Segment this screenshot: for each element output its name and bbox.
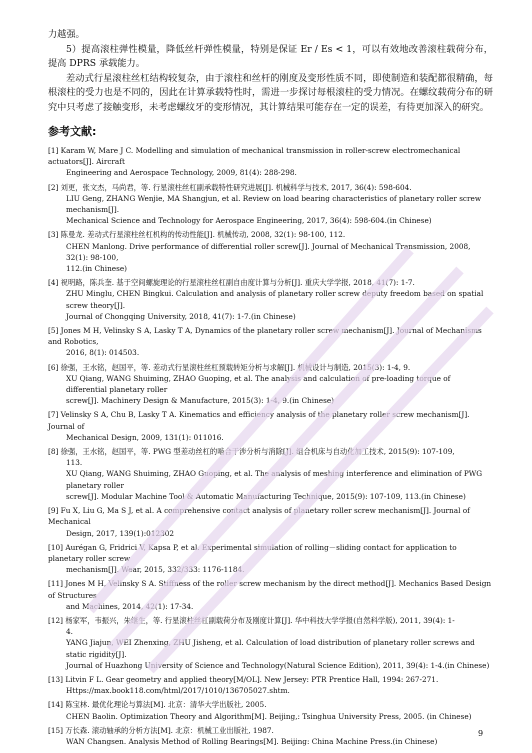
reference-12: [48, 615, 493, 671]
intro-text: [48, 28, 493, 115]
ref-line: 陈曼龙. 差动式行星滚柱丝杠机构的传动性能[J]. 机械传动, 2008, 32(1): 98-100, 112.: [60, 230, 346, 240]
ref-line: Engineering and Aerospace Technology, 2009, 81(4): 288-298.: [66, 168, 297, 178]
reference-9: [48, 505, 493, 539]
ref-line: 4.: [66, 627, 73, 637]
reference-7: [48, 409, 493, 443]
reference-13: [48, 674, 493, 696]
ref-line: 万长森. 滚动轴承的分析方法[M]. 北京：机械工业出版社, 1987.: [65, 725, 274, 735]
reference-1: [48, 145, 493, 179]
ref-line: Aurégan G, Fridrici V, Kapsa P, et al. Experimental simulation of rolling－sliding contact for application to planetary roller screw: [48, 542, 457, 563]
ref-line: 陈宝林. 最优化理论与算法[M]. 北京：清华大学出版社, 2005.: [65, 700, 267, 710]
reference-14: [48, 699, 493, 721]
ref-number: [11]: [48, 579, 63, 589]
ref-number: [4]: [48, 278, 59, 288]
ref-line: CHEN Manlong. Drive performance of differential roller screw[J]. Journal of Mechanical Transmission, 2008, 32(1): 98-100,: [66, 241, 471, 262]
intro-paragraph-2: 5）提高滚柱弹性模量，降低丝杆弹性模量，特别是保证 Er / Es < 1，可以有效地改善滚柱载荷分布，提高 DPRS 承载能力。: [48, 43, 493, 69]
ref-number: [15]: [48, 725, 63, 735]
ref-number: [8]: [48, 447, 59, 457]
reference-2: [48, 182, 493, 227]
ref-number: [13]: [48, 674, 63, 684]
ref-number: [12]: [48, 615, 63, 625]
ref-line: Mechanical Design, 2009, 131(1): 011016.: [66, 432, 224, 442]
ref-number: [10]: [48, 542, 63, 552]
ref-number: [6]: [48, 362, 59, 372]
ref-line: Fu X, Liu G, Ma S J, et al. A comprehensive contact analysis of planetary roller screw mechanism[J]. Journal of Mechanical: [48, 506, 470, 527]
reference-4: [48, 277, 493, 322]
ref-line: XU Qiang, WANG Shuiming, ZHAO Guoping, et al. The analysis of meshing interference and elimination of PWG planetary roller: [66, 469, 483, 490]
ref-line: Karam W, Mare J C. Modelling and simulation of mechanical transmission in roller-screw electromechanical actuators[J]. Aircraft: [48, 146, 461, 167]
reference-3: [48, 229, 493, 274]
ref-line: LIU Geng, ZHANG Wenjie, MA Shangjun, et al. Review on load bearing characteristics of planetary roller screw mechanism[J].: [66, 193, 482, 215]
references-list: [48, 145, 493, 747]
ref-line: Design, 2017, 139(1):012302: [66, 528, 175, 538]
reference-10: [48, 542, 493, 576]
ref-number: [2]: [48, 182, 59, 192]
ref-line: CHEN Baolin. Optimization Theory and Algorithm[M]. Beijing,: Tsinghua University Press, 2005. (in Chinese): [66, 711, 472, 721]
ref-number: [7]: [48, 410, 59, 420]
reference-5: [48, 325, 493, 359]
ref-line: XU Qiang, WANG Shuiming, ZHAO Guoping, et al. The analysis and calculation of pre-loading torque of differential planetary roller: [66, 373, 451, 395]
ref-number: [5]: [48, 326, 59, 336]
ref-line: 杨家军，韦振兴，朱继生，等. 行星滚柱丝杠副载荷分布及刚度计算[J]. 华中科技大学学报(自然科学版), 2011, 39(4): 1-: [65, 615, 455, 625]
ref-number: [14]: [48, 700, 63, 710]
ref-line: 2016, 8(1): 014503.: [66, 348, 140, 358]
ref-line: screw[J]. Modular Machine Tool & Automatic Manufacturing Technique, 2015(9): 107-109, 113.(in Chinese): [66, 491, 466, 501]
page-body: [48, 28, 493, 750]
ref-line: Velinsky S A, Chu B, Lasky T A. Kinematics and efficiency analysis of the planetary roller screw mechanism[J]. Journal of: [48, 410, 470, 431]
ref-line: 112.(in Chinese): [66, 264, 127, 274]
ref-line: screw[J]. Machinery Design & Manufacture, 2015(3): 1-4, 9.(in Chinese): [66, 396, 334, 406]
ref-line: YANG Jiajun, WEI Zhenxing, ZHU Jisheng, et al. Calculation of load distribution of planetary roller screws and static rigidity[J].: [66, 638, 475, 659]
ref-line: ZHU Minglu, CHEN Bingkui. Calculation and analysis of planetary roller screw deputy freedom based on spatial screw theory[J].: [66, 289, 484, 310]
ref-number: [9]: [48, 506, 59, 516]
ref-line: Jones M H, Velinsky S A, Lasky T A, Dynamics of the planetary roller screw mechanism[J]. Journal of Mechanisms and Robotics,: [48, 326, 482, 347]
ref-line: Jones M H, Velinsky S A. Stiffness of the roller screw mechanism by the direct method[J]. Mechanics Based Design of Structures: [48, 579, 492, 600]
ref-line: 刘更，张文杰，马尚君，等. 行星滚柱丝杠副承载特性研究进展[J]. 机械科学与技术, 2017, 36(4): 598-604.: [60, 182, 412, 192]
ref-line: Mechanical Science and Technology for Aerospace Engineering, 2017, 36(4): 598-604.(in Chinese): [66, 216, 432, 226]
ref-line: Https://max.book118.com/html/2017/1010/136705027.shtm.: [66, 686, 290, 696]
reference-15: [48, 725, 493, 747]
ref-line: 徐强，王水铭，赵国平，等. PWG 型差动丝杠的啮合干涉分析与消除[J]. 组合机床与自动化加工技术, 2015(9): 107-109,: [60, 447, 455, 457]
reference-6: [48, 362, 493, 407]
ref-line: Journal of Chongqing University, 2018, 41(7): 1-7.(in Chinese): [66, 311, 296, 321]
ref-line: 113.: [66, 458, 83, 468]
page-number: 9: [478, 729, 484, 738]
ref-line: 祝明路，陈兵奎. 基于空间螺旋理论的行星滚柱丝杠副自由度计算与分析[J]. 重庆大学学报, 2018, 41(7): 1-7.: [60, 278, 415, 288]
ref-line: Litvin F L. Gear geometry and applied theory[M/OL]. New Jersey: PTR Prentice Hall, 1994: 267-271.: [65, 674, 439, 684]
ref-line: and Machines, 2014, 42(1): 17-34.: [66, 601, 194, 611]
ref-number: [1]: [48, 146, 59, 155]
reference-11: [48, 578, 493, 612]
intro-paragraph-1: 力越强。: [48, 29, 85, 40]
references-heading: 参考文献:: [48, 125, 97, 138]
ref-line: mechanism[J]. Wear, 2015, 332/333: 1176-1184.: [66, 565, 245, 575]
ref-line: Journal of Huazhong University of Science and Technology(Natural Science Edition), 2011, 39(4): 1-4.(in Chinese): [66, 660, 490, 670]
ref-line: 徐强，王水铭，赵国平，等. 差动式行星滚柱丝杠预载转矩分析与求解[J]. 机械设计与制造, 2015(3): 1-4, 9.: [60, 362, 411, 372]
intro-paragraph-3: 差动式行星滚柱丝杠结构较复杂，由于滚柱和丝杆的刚度及变形性质不同，即使制造和装配都很精确，每根滚柱的受力也是不同的，因此在计算承载特性时，需进一步探讨每根滚柱的受力情况。在螺纹载荷分布的研究中只考虑了接触变形，未考虑螺纹牙的变形情况，其计算结果可能存在一定的误差，有待更加深入的研究。: [48, 72, 493, 113]
ref-number: [3]: [48, 230, 59, 240]
reference-8: [48, 446, 493, 502]
ref-line: WAN Changsen. Analysis Method of Rolling Bearings[M]. Beijing: China Machine Press.(in Chinese): [66, 736, 438, 746]
